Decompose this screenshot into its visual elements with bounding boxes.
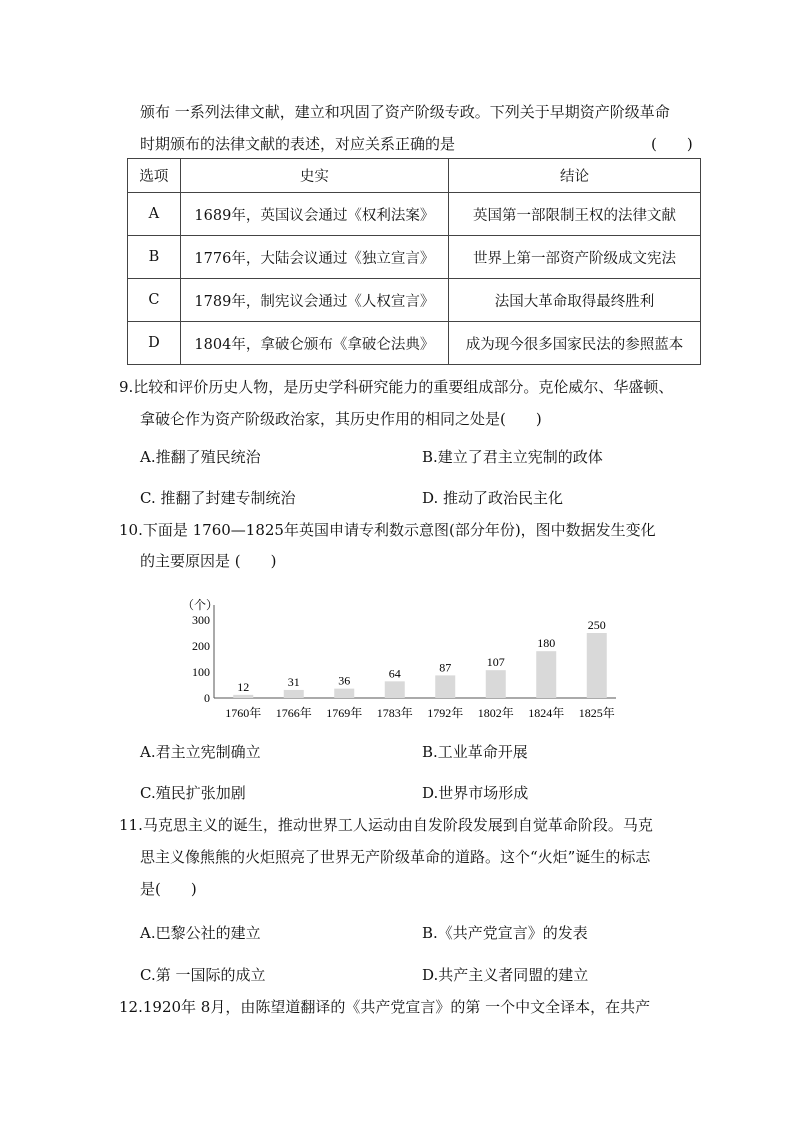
q8-intro-line2: 时期颁布的法律文献的表述，对应关系正确的是: [140, 135, 456, 153]
table-cell-conclusion: 英国第一部限制王权的法律文献: [448, 193, 700, 236]
q11-option-c[interactable]: C.第 一国际的成立: [140, 966, 266, 984]
q10-option-c[interactable]: C.殖民扩张加剧: [140, 784, 246, 802]
y-axis-unit-label: （个）: [182, 598, 219, 612]
bar-value-label: 250: [587, 618, 606, 632]
bar: [536, 651, 556, 698]
bar-value-label: 31: [287, 674, 300, 689]
x-tick-label: 1783年: [376, 706, 413, 720]
table-row: [128, 322, 701, 365]
y-tick-label: 0: [204, 691, 210, 705]
bar-value-label: 36: [338, 673, 351, 688]
table-cell-fact: 1804年，拿破仑颁布《拿破仑法典》: [180, 322, 448, 365]
table-cell-fact: 1776年，大陆会议通过《独立宣言》: [180, 236, 448, 279]
q11-stem-line1: 11.马克思主义的诞生，推动世界工人运动由自发阶段发展到自觉革命阶段。马克: [119, 816, 653, 834]
table-row: [128, 193, 701, 236]
table-header-row: [128, 159, 701, 193]
table-cell-fact: 1689年，英国议会通过《权利法案》: [180, 193, 448, 236]
bar: [284, 690, 304, 698]
table-row: [128, 236, 701, 279]
bar: [587, 633, 607, 698]
bar: [233, 695, 253, 698]
table-cell-conclusion: 世界上第一部资产阶级成文宪法: [448, 236, 700, 279]
q11-option-d[interactable]: D.共产主义者同盟的建立: [422, 966, 589, 984]
patent-bar-chart: [170, 592, 630, 727]
bar-value-label: 12: [237, 679, 250, 694]
x-tick-label: 1769年: [326, 706, 363, 720]
bar-value-label: 107: [486, 655, 505, 670]
bar: [385, 681, 405, 698]
bar-value-label: 180: [537, 636, 556, 651]
y-tick-label: 300: [192, 613, 210, 627]
x-tick-label: 1802年: [477, 706, 514, 720]
table-header-option: 选项: [128, 159, 181, 193]
y-tick-label: 200: [192, 639, 210, 653]
table-cell-option: A: [128, 193, 181, 236]
x-tick-label: 1766年: [275, 706, 312, 720]
bar: [435, 675, 455, 698]
x-tick-label: 1760年: [225, 706, 262, 720]
q11-stem-line2: 思主义像熊熊的火炬照亮了世界无产阶级革命的道路。这个“火炬”诞生的标志: [140, 848, 651, 866]
bar: [486, 670, 506, 698]
table-header-conclusion: 结论: [448, 159, 700, 193]
table-cell-conclusion: 成为现今很多国家民法的参照蓝本: [448, 322, 700, 365]
q11-stem-line3: 是( ): [140, 880, 197, 898]
q9-option-d[interactable]: D. 推动了政治民主化: [422, 489, 564, 507]
bar-value-label: 64: [388, 666, 401, 681]
q8-table: [127, 158, 701, 365]
q9-option-a[interactable]: A.推翻了殖民统治: [140, 448, 261, 466]
q10-stem-line1: 10.下面是 1760—1825年英国申请专利数示意图(部分年份)，图中数据发生变化: [119, 521, 656, 539]
q12-stem-line1: 12.1920年 8月，由陈望道翻译的《共产党宣言》的第 一个中文全译本，在共产: [119, 998, 651, 1016]
x-tick-label: 1824年: [528, 706, 565, 720]
table-cell-option: C: [128, 279, 181, 322]
q9-option-c[interactable]: C. 推翻了封建专制统治: [140, 489, 296, 507]
q9-stem-line1: 9.比较和评价历史人物，是历史学科研究能力的重要组成部分。克伦威尔、华盛顿、: [119, 378, 674, 396]
q9-option-b[interactable]: B.建立了君主立宪制的政体: [422, 448, 603, 466]
table-cell-conclusion: 法国大革命取得最终胜利: [448, 279, 700, 322]
x-tick-label: 1825年: [578, 706, 615, 720]
q11-option-a[interactable]: A.巴黎公社的建立: [140, 924, 261, 942]
table-header-fact: 史实: [180, 159, 448, 193]
table-cell-option: B: [128, 236, 181, 279]
table-row: [128, 279, 701, 322]
q8-intro-line1: 颁布 一系列法律文献，建立和巩固了资产阶级专政。下列关于早期资产阶级革命: [140, 103, 670, 121]
bar-value-label: 87: [439, 660, 452, 675]
x-tick-label: 1792年: [427, 706, 464, 720]
q10-option-d[interactable]: D.世界市场形成: [422, 784, 529, 802]
q10-option-a[interactable]: A.君主立宪制确立: [140, 743, 261, 761]
q10-stem-line2: 的主要原因是 ( ): [140, 552, 277, 570]
table-cell-fact: 1789年，制宪议会通过《人权宣言》: [180, 279, 448, 322]
table-cell-option: D: [128, 322, 181, 365]
q9-stem-line2: 拿破仑作为资产阶级政治家，其历史作用的相同之处是( ): [140, 410, 542, 428]
q11-option-b[interactable]: B.《共产党宣言》的发表: [422, 924, 588, 942]
y-tick-label: 100: [192, 665, 210, 679]
q8-answer-paren: ( ): [651, 135, 693, 153]
q10-option-b[interactable]: B.工业革命开展: [422, 743, 528, 761]
bar: [334, 689, 354, 698]
